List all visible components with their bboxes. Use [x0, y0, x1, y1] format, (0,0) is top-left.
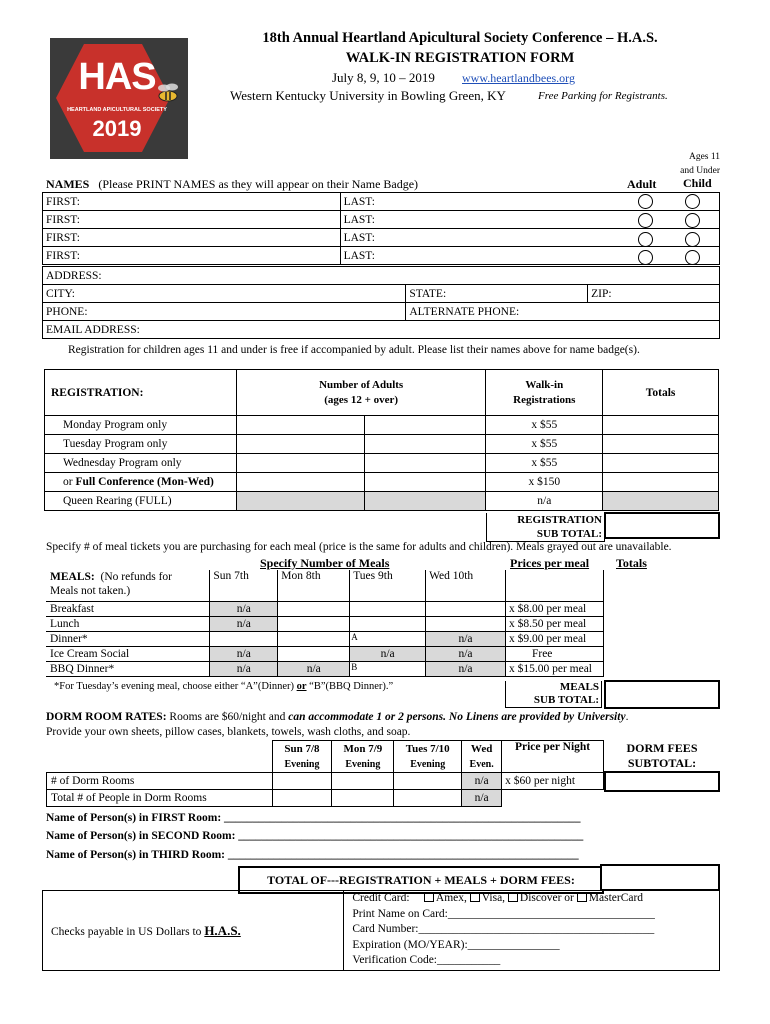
dorm-day: Wed — [470, 742, 493, 755]
meals-footnote — [54, 681, 393, 692]
child-label: Child — [683, 176, 712, 190]
meal-unavailable: n/a — [278, 661, 350, 676]
adults-count-input[interactable] — [364, 473, 486, 492]
adult-radio-icon[interactable] — [638, 213, 653, 228]
meals-heading: MEALS: — [50, 571, 95, 583]
registration-price: x $150 — [486, 473, 603, 492]
discover-checkbox-icon[interactable] — [508, 892, 518, 902]
adult-radio-icon[interactable] — [638, 232, 653, 247]
registration-row-label — [45, 473, 237, 492]
registration-total-input[interactable] — [603, 416, 719, 435]
expiration-field[interactable]: Expiration (MO/YEAR):________________ — [352, 938, 560, 951]
amex-label: Amex, — [435, 892, 467, 904]
conference-dates: July 8, 9, 10 – 2019 — [332, 70, 435, 85]
checks-payable-text: Checks payable in US Dollars to — [51, 925, 202, 938]
dorm-day-header — [394, 741, 462, 773]
dorm-room-price: x $60 per night — [502, 773, 604, 790]
meal-unavailable: n/a — [210, 601, 278, 616]
conference-location: Western Kentucky University in Bowling Green, KY — [230, 88, 506, 103]
dorm-fees-subtotal-box[interactable] — [604, 771, 720, 792]
registration-price: x $55 — [486, 454, 603, 473]
meal-name: Lunch — [46, 616, 210, 631]
meal-unavailable: n/a — [426, 661, 506, 676]
meal-unavailable: n/a — [210, 616, 278, 631]
credit-card-cell — [344, 891, 720, 971]
amex-checkbox-icon[interactable] — [424, 892, 434, 902]
names-instruction: (Please PRINT NAMES as they will appear on their Name Badge) — [98, 177, 419, 191]
meal-name: Dinner* — [46, 631, 210, 646]
address-field[interactable]: ADDRESS: — [43, 267, 720, 285]
phone-field[interactable]: PHONE: — [43, 303, 406, 321]
meals-footnote-or: or — [296, 681, 307, 692]
dorm-fees-line-2: SUBTOTAL: — [627, 756, 697, 770]
website-link[interactable]: www.heartlandbees.org — [462, 71, 575, 85]
adult-radio-icon[interactable] — [638, 250, 653, 265]
child-radio-icon[interactable] — [685, 250, 700, 265]
registration-price: x $55 — [486, 416, 603, 435]
meals-intro: Specify # of meal tickets you are purchasing for each meal (price is the same for adults and children). Meals grayed out are unavailable. — [46, 541, 672, 553]
names-heading-row — [46, 177, 418, 192]
child-radio-icon[interactable] — [685, 213, 700, 228]
registration-row-label: Wednesday Program only — [45, 454, 237, 473]
third-room-field[interactable]: Name of Person(s) in THIRD Room: _____________________________________________________________ — [46, 849, 579, 861]
dorm-text-2: can accommodate 1 or 2 persons — [288, 711, 444, 723]
names-table — [42, 192, 720, 265]
full-conference-label: Full Conference (Mon-Wed) — [75, 476, 214, 488]
walkin-header-line-2: Registrations — [513, 393, 576, 406]
meal-count-input[interactable] — [278, 646, 350, 661]
adults-count-input[interactable] — [364, 416, 486, 435]
card-number-field[interactable]: Card Number:_________________________________________ — [352, 923, 655, 935]
discover-label: Discover or — [519, 892, 574, 904]
meal-count-input[interactable] — [426, 601, 506, 616]
dorm-linens-note: Provide your own sheets, pillow cases, blankets, towels, wash cloths, and soap. — [46, 726, 411, 738]
dorm-day: Mon 7/9 — [343, 742, 383, 755]
adult-radio-icon[interactable] — [638, 194, 653, 209]
adults-count-input[interactable] — [236, 473, 364, 492]
registration-total-input[interactable] — [603, 435, 719, 454]
adults-header-line-1: Number of Adults — [319, 378, 404, 391]
dorm-unavailable: n/a — [462, 790, 502, 807]
meal-price: Free — [505, 646, 603, 661]
grand-total-box[interactable] — [600, 864, 720, 891]
adults-count-input[interactable] — [364, 454, 486, 473]
dorm-rates-text — [46, 711, 726, 723]
children-note: Registration for children ages 11 and under is free if accompanied by adult. Please list their names above for name badge(s). — [68, 344, 640, 356]
registration-subtotal-line-1: REGISTRATION — [517, 514, 602, 526]
verification-field[interactable]: Verification Code:___________ — [352, 954, 501, 966]
meal-count-input[interactable] — [426, 616, 506, 631]
registration-subtotal-label — [486, 513, 605, 542]
dorm-people-input[interactable] — [272, 790, 332, 807]
meals-table — [46, 570, 604, 677]
walkin-column-header — [486, 370, 603, 416]
ages-note-line-2: and Under — [680, 166, 720, 176]
checks-payable-cell — [43, 891, 344, 971]
registration-subtotal-box[interactable] — [604, 512, 720, 539]
dorm-day-sub: Even. — [469, 758, 494, 770]
meal-count-input[interactable] — [278, 631, 350, 646]
meal-count-input[interactable] — [278, 601, 350, 616]
child-radio-icon[interactable] — [685, 194, 700, 209]
logo — [50, 38, 188, 159]
dorm-people-input[interactable] — [394, 790, 462, 807]
dorm-rooms-input[interactable] — [272, 773, 332, 790]
adults-count-input[interactable] — [236, 435, 364, 454]
email-field[interactable]: EMAIL ADDRESS: — [43, 321, 720, 339]
meal-count-input[interactable] — [210, 631, 278, 646]
meal-price: x $15.00 per meal — [505, 661, 603, 676]
meals-subtotal-label — [505, 681, 602, 708]
adults-count-input[interactable] — [364, 435, 486, 454]
last-name-field[interactable]: LAST: — [340, 193, 719, 211]
dorm-fees-header — [604, 741, 720, 771]
meal-count-input[interactable] — [350, 601, 426, 616]
adults-header-line-2: (ages 12 + over) — [324, 393, 399, 406]
meal-count-input[interactable] — [278, 616, 350, 631]
child-radio-icon[interactable] — [685, 232, 700, 247]
city-field[interactable]: CITY: — [43, 285, 406, 303]
names-heading: NAMES — [46, 177, 90, 191]
registration-row-label: Tuesday Program only — [45, 435, 237, 454]
registration-row-label: Queen Rearing (FULL) — [45, 492, 237, 511]
ages-note — [676, 150, 720, 178]
day-header: Sun 7th — [210, 570, 278, 601]
registration-price: n/a — [486, 492, 603, 511]
option-a-input[interactable]: A — [350, 631, 426, 646]
last-name-field[interactable]: LAST: — [340, 247, 719, 265]
dorm-table — [46, 740, 604, 807]
meal-unavailable: n/a — [426, 631, 506, 646]
first-name-field[interactable]: FIRST: — [43, 229, 341, 247]
grand-total-label: TOTAL OF---REGISTRATION + MEALS + DORM FEES: — [238, 866, 604, 894]
first-name-field[interactable]: FIRST: — [43, 193, 341, 211]
meals-heading-note-1: (No refunds for — [100, 571, 173, 583]
meals-subtotal-box[interactable] — [604, 680, 720, 709]
day-header: Wed 10th — [426, 570, 506, 601]
visa-checkbox-icon[interactable] — [470, 892, 480, 902]
dorm-people-input[interactable] — [332, 790, 394, 807]
adults-count-unavailable — [364, 492, 486, 511]
meal-count-input[interactable] — [350, 616, 426, 631]
dorm-day: Sun 7/8 — [284, 742, 320, 755]
payment-table — [42, 890, 720, 971]
or-prefix: or — [63, 476, 76, 488]
option-b-input[interactable]: B — [350, 661, 426, 676]
dorm-day-header — [332, 741, 394, 773]
dorm-day-sub: Evening — [410, 758, 446, 770]
registration-total-input[interactable] — [603, 454, 719, 473]
registration-total-input[interactable] — [603, 473, 719, 492]
dorm-text-3: . No Linens are provided by University — [443, 711, 626, 723]
meal-price: x $8.00 per meal — [505, 601, 603, 616]
price-header-blank — [505, 570, 603, 601]
meals-heading-note-2: Meals not taken.) — [50, 585, 131, 597]
form-title: 18th Annual Heartland Apicultural Society Conference – H.A.S. — [262, 30, 658, 46]
registration-subtotal-line-2: SUB TOTAL: — [536, 528, 602, 540]
second-room-field[interactable]: Name of Person(s) in SECOND Room: ____________________________________________________________ — [46, 830, 584, 842]
dorm-text-4: . — [625, 711, 629, 723]
dorm-rooms-input[interactable] — [332, 773, 394, 790]
adults-column-header — [236, 370, 485, 416]
registration-total-unavailable — [603, 492, 719, 511]
dorm-fees-line-1: DORM FEES — [626, 741, 698, 755]
adults-count-input[interactable] — [236, 416, 364, 435]
meals-heading-cell — [46, 570, 210, 601]
dorm-rooms-input[interactable] — [394, 773, 462, 790]
meal-name: Ice Cream Social — [46, 646, 210, 661]
price-per-night-header: Price per Night — [502, 741, 604, 773]
registration-table — [44, 369, 719, 511]
last-name-field[interactable]: LAST: — [340, 211, 719, 229]
dorm-day-sub: Evening — [284, 758, 320, 770]
mastercard-checkbox-icon[interactable] — [577, 892, 587, 902]
last-name-field[interactable]: LAST: — [340, 229, 719, 247]
payee-name: H.A.S. — [204, 922, 241, 938]
dorm-day: Tues 7/10 — [405, 742, 450, 755]
meal-price: x $8.50 per meal — [505, 616, 603, 631]
prices-per-meal-label: Prices per meal — [510, 556, 590, 570]
first-room-field[interactable]: Name of Person(s) in FIRST Room: ______________________________________________________________ — [46, 812, 581, 824]
print-name-field[interactable]: Print Name on Card:____________________________________ — [352, 907, 655, 920]
totals-column-header: Totals — [603, 370, 719, 416]
adults-count-unavailable — [236, 492, 364, 511]
dorm-day-header — [272, 741, 332, 773]
meals-footnote-part-1: *For Tuesday’s evening meal, choose either “A”(Dinner) — [54, 681, 294, 692]
adult-label: Adult — [627, 177, 657, 191]
meal-unavailable: n/a — [426, 646, 506, 661]
dorm-price-blank — [502, 790, 604, 807]
logo-text: HAS — [78, 56, 156, 98]
meal-unavailable: n/a — [210, 661, 278, 676]
logo-year: 2019 — [92, 116, 142, 141]
dorm-unavailable: n/a — [462, 773, 502, 790]
registration-row-label: Monday Program only — [45, 416, 237, 435]
form-subtitle: WALK-IN REGISTRATION FORM — [345, 50, 575, 66]
specify-meals-label: Specify Number of Meals — [260, 556, 390, 570]
state-field[interactable]: STATE: — [406, 285, 588, 303]
day-header: Tues 9th — [350, 570, 426, 601]
parking-note: Free Parking for Registrants. — [538, 90, 668, 102]
meal-unavailable: n/a — [350, 646, 426, 661]
credit-card-label: Credit Card: — [352, 892, 410, 904]
registration-price: x $55 — [486, 435, 603, 454]
meal-totals-label: Totals — [616, 556, 647, 570]
meals-subtotal-line-1: MEALS — [559, 681, 599, 693]
logo-subtitle: HEARTLAND APICULTURAL SOCIETY — [67, 107, 167, 113]
registration-heading: REGISTRATION: — [45, 370, 237, 416]
meal-price: x $9.00 per meal — [505, 631, 603, 646]
dorm-header-blank — [47, 741, 273, 773]
meals-subtotal-line-2: SUB TOTAL: — [533, 694, 599, 706]
mastercard-label: MasterCard — [588, 892, 644, 904]
address-table — [42, 266, 720, 339]
dorm-people-label: Total # of People in Dorm Rooms — [47, 790, 273, 807]
adults-count-input[interactable] — [236, 454, 364, 473]
alternate-phone-field[interactable]: ALTERNATE PHONE: — [406, 303, 720, 321]
dorm-day-header — [462, 741, 502, 773]
meal-name: BBQ Dinner* — [46, 661, 210, 676]
zip-field[interactable]: ZIP: — [588, 285, 720, 303]
meal-name: Breakfast — [46, 601, 210, 616]
credit-card-row — [352, 891, 716, 907]
dorm-day-sub: Evening — [345, 758, 381, 770]
visa-label: Visa, — [481, 892, 506, 904]
first-name-field[interactable]: FIRST: — [43, 211, 341, 229]
dorm-heading: DORM ROOM RATES: — [46, 711, 167, 723]
ages-note-line-1: Ages 11 — [688, 152, 720, 162]
first-name-field[interactable]: FIRST: — [43, 247, 341, 265]
meal-unavailable: n/a — [210, 646, 278, 661]
walkin-header-line-1: Walk-in — [525, 378, 564, 391]
dorm-rooms-label: # of Dorm Rooms — [47, 773, 273, 790]
day-header: Mon 8th — [278, 570, 350, 601]
meals-footnote-part-2: “B”(BBQ Dinner).” — [309, 681, 394, 692]
dorm-text-1: Rooms are $60/night and — [169, 711, 286, 723]
